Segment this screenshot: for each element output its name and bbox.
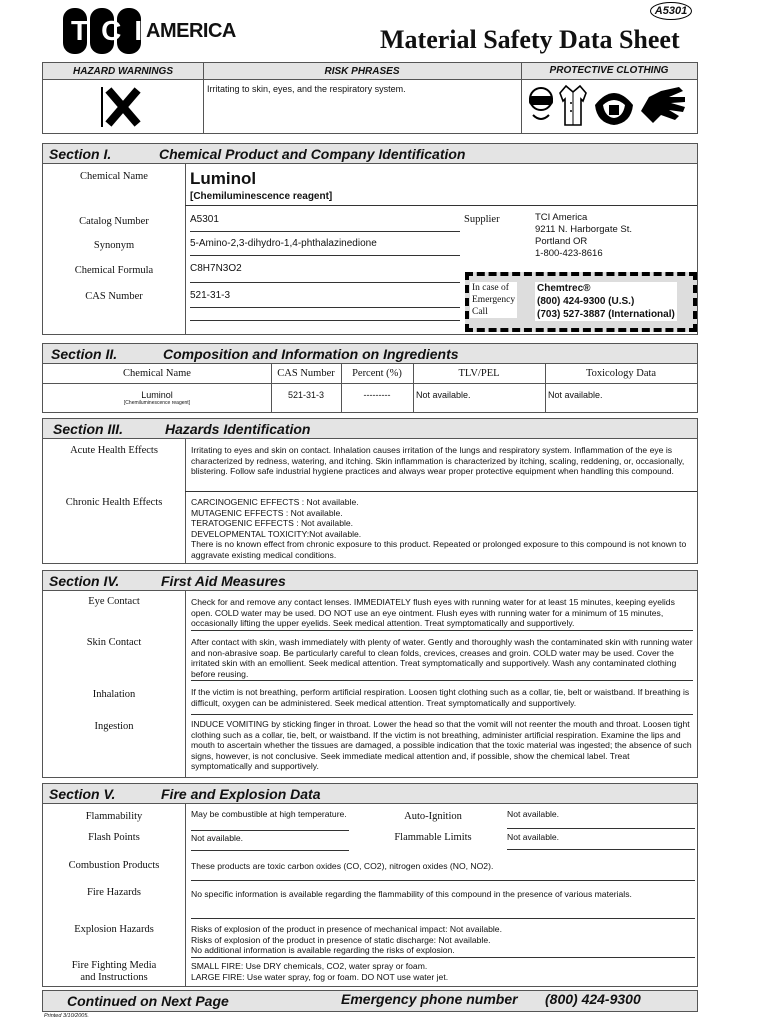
flammability-value: May be combustible at high temperature. <box>191 809 349 831</box>
section-5 <box>42 783 698 987</box>
autoignition-label: Auto-Ignition <box>404 811 462 822</box>
divider <box>203 63 204 133</box>
chemical-subname: [Chemiluminescence reagent] <box>190 191 333 202</box>
flammable-limits-value: Not available. <box>507 832 695 850</box>
fire-fighting-label <box>43 960 185 984</box>
section-2-number: Section II. <box>51 346 118 362</box>
continued-label: Continued on Next Page <box>67 993 229 1009</box>
phone-us[interactable]: (800) 424-9300 (U.S.) <box>537 296 635 307</box>
supplier-line: 9211 N. Harborgate St. <box>535 224 632 235</box>
section-4-title: First Aid Measures <box>161 573 286 589</box>
cas-underline-2 <box>190 320 460 321</box>
page-title: Material Safety Data Sheet <box>380 25 680 54</box>
section-4 <box>42 570 698 778</box>
divider <box>521 63 522 133</box>
harmful-x-icon <box>101 87 143 127</box>
fire-fighting-label-line: and Instructions <box>80 972 148 983</box>
risk-text: Irritating to skin, eyes, and the respiratory system. <box>207 84 406 94</box>
chronic-line: MUTAGENIC EFFECTS : Not available. <box>191 507 343 518</box>
formula-value: C8H7N3O2 <box>190 264 460 283</box>
divider <box>185 164 186 334</box>
synonym-label: Synonym <box>93 240 135 251</box>
synonym-value: 5-Amino-2,3-dihydro-1,4-phthalazinedione <box>190 239 460 256</box>
respirator-icon <box>591 83 637 132</box>
doc-code <box>650 2 692 20</box>
emergency-label-line: Emergency <box>472 295 516 305</box>
printed-date: Printed 3/10/2005. <box>44 1013 89 1019</box>
emergency-phone-number[interactable]: (800) 424-9300 <box>545 991 641 1007</box>
media-line: LARGE FIRE: Use water spray, fog or foam. DO NOT use water jet. <box>191 971 449 982</box>
skin-contact-label: Skin Contact <box>86 637 142 648</box>
catalog-value: A5301 <box>190 215 460 232</box>
acute-label: Acute Health Effects <box>70 445 158 456</box>
section-5-title: Fire and Explosion Data <box>161 786 321 802</box>
combustion-label: Combustion Products <box>68 860 160 871</box>
risk-phrases-label: RISK PHRASES <box>324 66 400 77</box>
section-1-title: Chemical Product and Company Identification <box>159 146 466 162</box>
chronic-line: DEVELOPMENTAL TOXICITY:Not available. <box>191 528 362 539</box>
chemtrec: Chemtrec® <box>537 283 591 294</box>
hazard-bar <box>42 62 698 134</box>
ingestion-text: INDUCE VOMITING by sticking finger in throat. Lower the head so that the vomit will not reenter the mouth and throat. Loosen tight clothing such as a collar, tie, belt, or waistband. If the victim is not breathing, administer artificial respiration. Examine the lips and mouth to ascertain whether the tissues are damaged, a possible indication that the toxic material was ingested; the absence of such signs, however, is not conclusive. Seek immediate medical attention and, if possible, show the chemical label. Treat symptomatically and supportively. <box>191 719 692 772</box>
chronic-label: Chronic Health Effects <box>65 497 163 508</box>
section-3-number: Section III. <box>53 421 124 437</box>
gloves-icon <box>639 83 687 132</box>
company-name: AMERICA <box>146 20 236 42</box>
row-cas: 521-31-3 <box>287 390 325 400</box>
emergency-label <box>470 282 517 318</box>
protective-clothing-label: PROTECTIVE CLOTHING <box>549 65 669 76</box>
acute-underline <box>185 491 697 492</box>
flammability-label: Flammability <box>85 811 143 822</box>
section-3 <box>42 418 698 564</box>
explosion-hazards-label: Explosion Hazards <box>74 924 154 935</box>
section-5-header <box>43 784 697 804</box>
supplier-label: Supplier <box>464 214 500 225</box>
row-name-main: Luminol <box>141 390 173 400</box>
fire-hazards-label: Fire Hazards <box>87 887 141 898</box>
divider <box>185 439 186 563</box>
section-3-header <box>43 419 697 439</box>
tci-logo <box>62 6 156 56</box>
media-line: SMALL FIRE: Use DRY chemicals, CO2, water spray or foam. <box>191 961 428 971</box>
section-2-title: Composition and Information on Ingredients <box>163 346 459 362</box>
col-chemical-name: Chemical Name <box>123 368 191 379</box>
chronic-text: There is no known effect from chronic exposure to this product. Repeated or prolonged exposure to this compound is not known to aggravate existing medical conditions. <box>191 539 687 560</box>
emergency-contacts <box>535 282 677 321</box>
lab-coat-icon <box>557 83 589 132</box>
section-2 <box>42 343 698 413</box>
row-name-sub: [Chemiluminescence reagent] <box>123 400 191 406</box>
section-4-header <box>43 571 697 591</box>
emergency-label-line: In case of <box>472 283 509 293</box>
supplier-line: TCI America <box>535 212 588 223</box>
col-tlv-pel: TLV/PEL <box>458 368 500 379</box>
skin-contact-text: After contact with skin, wash immediately with plenty of water. Gently and thoroughly wash the contaminated skin with running water and non-abrasive soap. Be particularly careful to clean folds, crevices, creases and groin. COLD water may be used. Cover the irritated skin with an emollient. Seek medical attention. Treat symptomatically and supportively. Wash any contaminated clothing before reusing. <box>191 637 693 681</box>
table-row <box>43 386 697 410</box>
acute-text: Irritating to eyes and skin on contact. Inhalation causes irritation of the lungs and respiratory system. Inflammation of the eye is characterized by redness, watering, and itching. Skin inflammation is characterized by itching, scaling, reddening, or, occasionally, blistering. Follow safe industrial hygiene practices and always wear proper protective equipment when handling this compound. <box>191 445 685 477</box>
supplier-address <box>535 212 632 260</box>
emergency-box <box>465 272 697 332</box>
eye-contact-text: Check for and remove any contact lenses. IMMEDIATELY flush eyes with running water for at least 15 minutes, keeping eyelids open. COLD water may be used. DO NOT use an eye ointment. Flush eyes with running water for a minimum of 15 minutes, occasionally lifting the upper eyelids. Seek medical attention. Treat symptomatically and supportively. <box>191 597 693 631</box>
explosion-line: Risks of explosion of the product in presence of mechanical impact: Not available. <box>191 924 502 934</box>
logo-text: TCI <box>71 15 156 46</box>
emergency-label-line: Call <box>472 307 488 317</box>
fire-fighting-media <box>191 961 695 982</box>
footer-bar <box>42 990 698 1012</box>
fire-fighting-label-line: Fire Fighting Media <box>71 960 157 971</box>
row-tlv: Not available. <box>416 390 471 400</box>
goggles-icon <box>525 85 557 130</box>
hazard-warnings-label: HAZARD WARNINGS <box>73 66 173 77</box>
flammable-limits-label: Flammable Limits <box>394 832 472 843</box>
inhalation-label: Inhalation <box>92 689 136 700</box>
explosion-line: Risks of explosion of the product in presence of static discharge: Not available. <box>191 934 491 945</box>
section-1 <box>42 143 698 335</box>
catalog-label: Catalog Number <box>79 216 149 227</box>
supplier-line: Portland OR <box>535 236 588 247</box>
doc-code-text: A5301 <box>654 5 688 17</box>
explosion-hazards <box>191 924 695 958</box>
divider <box>185 804 186 986</box>
col-percent: Percent (%) <box>352 368 402 379</box>
formula-label: Chemical Formula <box>74 265 154 276</box>
row-percent: --------- <box>363 390 391 400</box>
eye-contact-label: Eye Contact <box>88 596 140 607</box>
cas-value: 521-31-3 <box>190 291 460 308</box>
explosion-line: No additional information is available regarding the risks of explosion. <box>191 945 455 956</box>
fire-hazards-value: No specific information is available regarding the flammability of this compound in the presence of various materials. <box>191 889 695 919</box>
section-5-number: Section V. <box>49 786 116 802</box>
row-name <box>43 390 271 406</box>
emergency-phone-label: Emergency phone number <box>341 991 518 1007</box>
col-toxicology: Toxicology Data <box>585 368 657 379</box>
flash-points-label: Flash Points <box>88 832 140 843</box>
ingestion-label: Ingestion <box>94 721 134 732</box>
name-underline <box>185 205 697 206</box>
chronic-line: TERATOGENIC EFFECTS : Not available. <box>191 518 354 529</box>
phone-intl[interactable]: (703) 527-3887 (International) <box>537 309 675 320</box>
inhalation-text: If the victim is not breathing, perform artificial respiration. Loosen tight clothing such as a collar, tie, belt or waistband. If breathing is difficult, oxygen can be administered. Seek medical attention. Treat symptomatically and supportively. <box>191 687 693 715</box>
chronic-line: CARCINOGENIC EFFECTS : Not available. <box>191 497 359 507</box>
autoignition-value: Not available. <box>507 809 695 829</box>
chemical-name-label: Chemical Name <box>80 171 148 182</box>
section-1-number: Section I. <box>49 146 112 162</box>
flash-points-value: Not available. <box>191 833 349 851</box>
combustion-value: These products are toxic carbon oxides (CO, CO2), nitrogen oxides (NO, NO2). <box>191 861 695 881</box>
cas-label: CAS Number <box>85 291 143 302</box>
divider <box>185 591 186 777</box>
chronic-effects <box>191 497 693 561</box>
col-cas-number: CAS Number <box>277 368 335 379</box>
row-tox: Not available. <box>548 390 603 400</box>
section-3-title: Hazards Identification <box>165 421 311 437</box>
chemical-name: Luminol <box>190 169 257 188</box>
section-4-number: Section IV. <box>49 573 120 589</box>
supplier-phone[interactable]: 1-800-423-8616 <box>535 248 603 259</box>
